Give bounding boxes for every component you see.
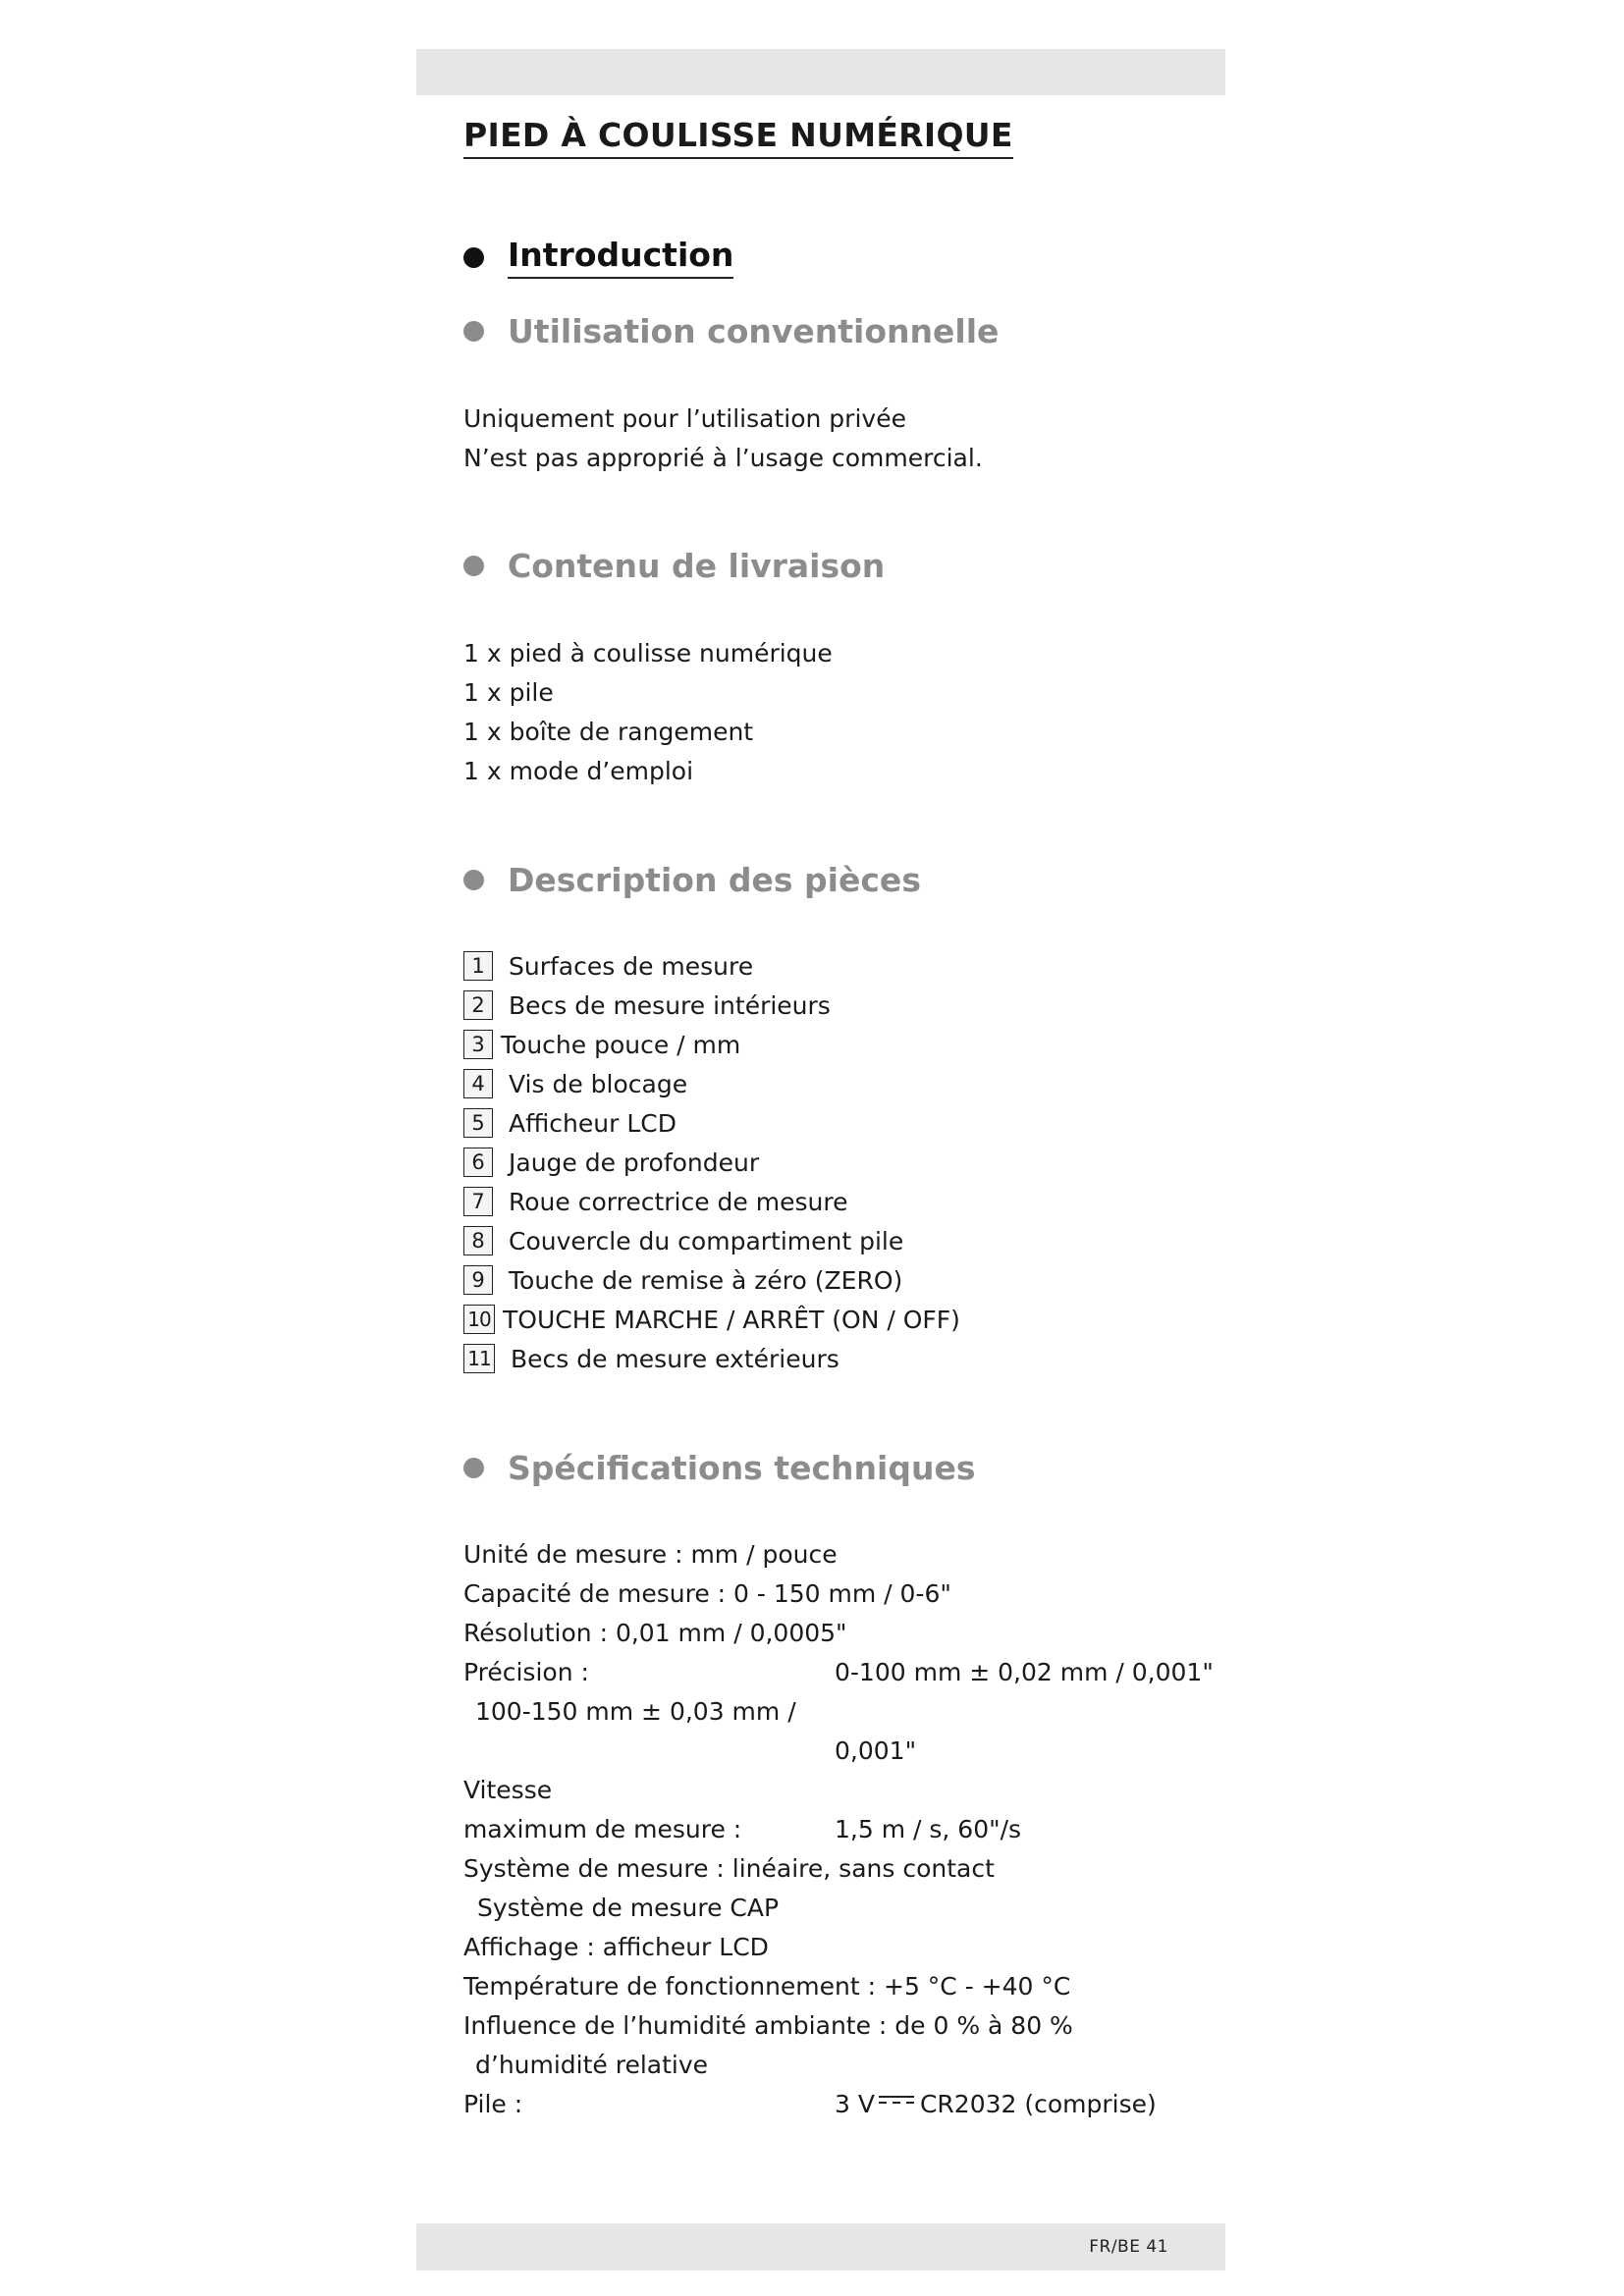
part-label: Roue correctrice de mesure — [509, 1187, 848, 1216]
part-number: 7 — [463, 1187, 493, 1216]
spec-battery-voltage: 3 V — [835, 2090, 875, 2118]
section-contents-label: Contenu de livraison — [508, 547, 886, 585]
part-item — [463, 1260, 960, 1300]
usage-line: N’est pas approprié à l’usage commercial. — [463, 444, 983, 472]
part-label: Becs de mesure extérieurs — [511, 1344, 839, 1373]
part-number: 9 — [463, 1265, 493, 1295]
spec-precision-value2: 0,001" — [835, 1736, 917, 1765]
usage-line: Uniquement pour l’utilisation privée — [463, 404, 906, 433]
section-introduction-label: Introduction — [508, 236, 733, 279]
header-band — [416, 49, 1225, 95]
part-item — [463, 1339, 960, 1378]
spec-unit: Unité de mesure : mm / pouce — [463, 1540, 838, 1569]
usage-text — [463, 400, 983, 478]
list-item: 1 x pied à coulisse numérique — [463, 639, 833, 667]
part-number: 1 — [463, 951, 493, 981]
footer-band — [416, 2223, 1225, 2270]
section-specs — [463, 1449, 975, 1487]
spec-speed-label1: Vitesse — [463, 1776, 553, 1804]
part-label: Touche de remise à zéro (ZERO) — [509, 1265, 903, 1295]
part-label: Vis de blocage — [509, 1069, 688, 1098]
part-item — [463, 1221, 960, 1260]
contents-list — [463, 634, 833, 791]
page-title: PIED À COULISSE NUMÉRIQUE — [463, 116, 1013, 159]
section-contents — [463, 547, 885, 585]
list-item: 1 x pile — [463, 678, 554, 707]
list-item: 1 x boîte de rangement — [463, 718, 754, 746]
part-number: 4 — [463, 1069, 493, 1098]
spec-temperature: Température de fonctionnement : +5 °C - +40 °C — [463, 1972, 1071, 2001]
part-item — [463, 1182, 960, 1221]
section-usage-label: Utilisation conventionnelle — [508, 312, 1000, 350]
part-item — [463, 1143, 960, 1182]
bullet-icon — [463, 247, 484, 268]
spec-display: Affichage : afficheur LCD — [463, 1933, 769, 1961]
part-number: 2 — [463, 990, 493, 1020]
part-item — [463, 1103, 960, 1143]
part-number: 6 — [463, 1148, 493, 1177]
part-item — [463, 1064, 960, 1103]
part-label: Touche pouce / mm — [501, 1030, 741, 1059]
spec-precision-line3 — [463, 1732, 1210, 1771]
dc-current-icon — [879, 2096, 914, 2108]
bullet-icon — [463, 321, 484, 342]
spec-humidity: Influence de l’humidité ambiante : de 0 % à 80 % — [463, 2011, 1073, 2040]
spec-system-line2: Système de mesure CAP — [477, 1894, 780, 1922]
spec-precision — [463, 1653, 1214, 1692]
page-number: FR/BE 41 — [1089, 2237, 1168, 2257]
part-item — [463, 1025, 960, 1064]
section-specs-label: Spécifications techniques — [508, 1449, 976, 1487]
part-number: 3 — [463, 1030, 493, 1059]
part-number: 5 — [463, 1108, 493, 1138]
part-label: Becs de mesure intérieurs — [509, 990, 831, 1020]
spec-humidity-line2: d’humidité relative — [475, 2051, 709, 2079]
spec-speed-label: maximum de mesure : — [463, 1815, 742, 1843]
part-number: 11 — [463, 1344, 495, 1373]
list-item: 1 x mode d’emploi — [463, 757, 694, 785]
section-parts-label: Description des pièces — [508, 861, 921, 899]
section-usage — [463, 312, 999, 350]
spec-battery — [463, 2085, 1210, 2124]
spec-resolution: Résolution : 0,01 mm / 0,0005" — [463, 1619, 847, 1647]
spec-system: Système de mesure : linéaire, sans contact — [463, 1854, 995, 1883]
spec-capacity: Capacité de mesure : 0 - 150 mm / 0-6" — [463, 1579, 951, 1608]
part-label: TOUCHE MARCHE / ARRÊT (ON / OFF) — [503, 1305, 960, 1334]
part-item — [463, 946, 960, 986]
section-introduction — [463, 236, 733, 279]
spec-battery-label: Pile : — [463, 2090, 523, 2118]
spec-battery-value: CR2032 (comprise) — [919, 2090, 1157, 2118]
bullet-icon — [463, 556, 484, 576]
parts-list — [463, 946, 960, 1378]
spec-speed-value: 1,5 m / s, 60"/s — [835, 1815, 1022, 1843]
part-label: Surfaces de mesure — [509, 951, 754, 981]
part-label: Afficheur LCD — [509, 1108, 677, 1138]
bullet-icon — [463, 870, 484, 890]
spec-battery-value-wrap — [835, 2085, 1157, 2124]
part-item — [463, 986, 960, 1025]
spec-speed — [463, 1810, 1210, 1849]
part-label: Jauge de profondeur — [509, 1148, 760, 1177]
spec-precision-value: 0-100 mm ± 0,02 mm / 0,001" — [835, 1658, 1214, 1686]
bullet-icon — [463, 1458, 484, 1478]
part-item — [463, 1300, 960, 1339]
specs-list — [463, 1535, 1214, 2124]
spec-precision-line2: 100-150 mm ± 0,03 mm / — [475, 1697, 796, 1726]
section-parts — [463, 861, 921, 899]
spec-precision-label: Précision : — [463, 1658, 589, 1686]
part-label: Couvercle du compartiment pile — [509, 1226, 904, 1255]
part-number: 10 — [463, 1305, 495, 1334]
part-number: 8 — [463, 1226, 493, 1255]
